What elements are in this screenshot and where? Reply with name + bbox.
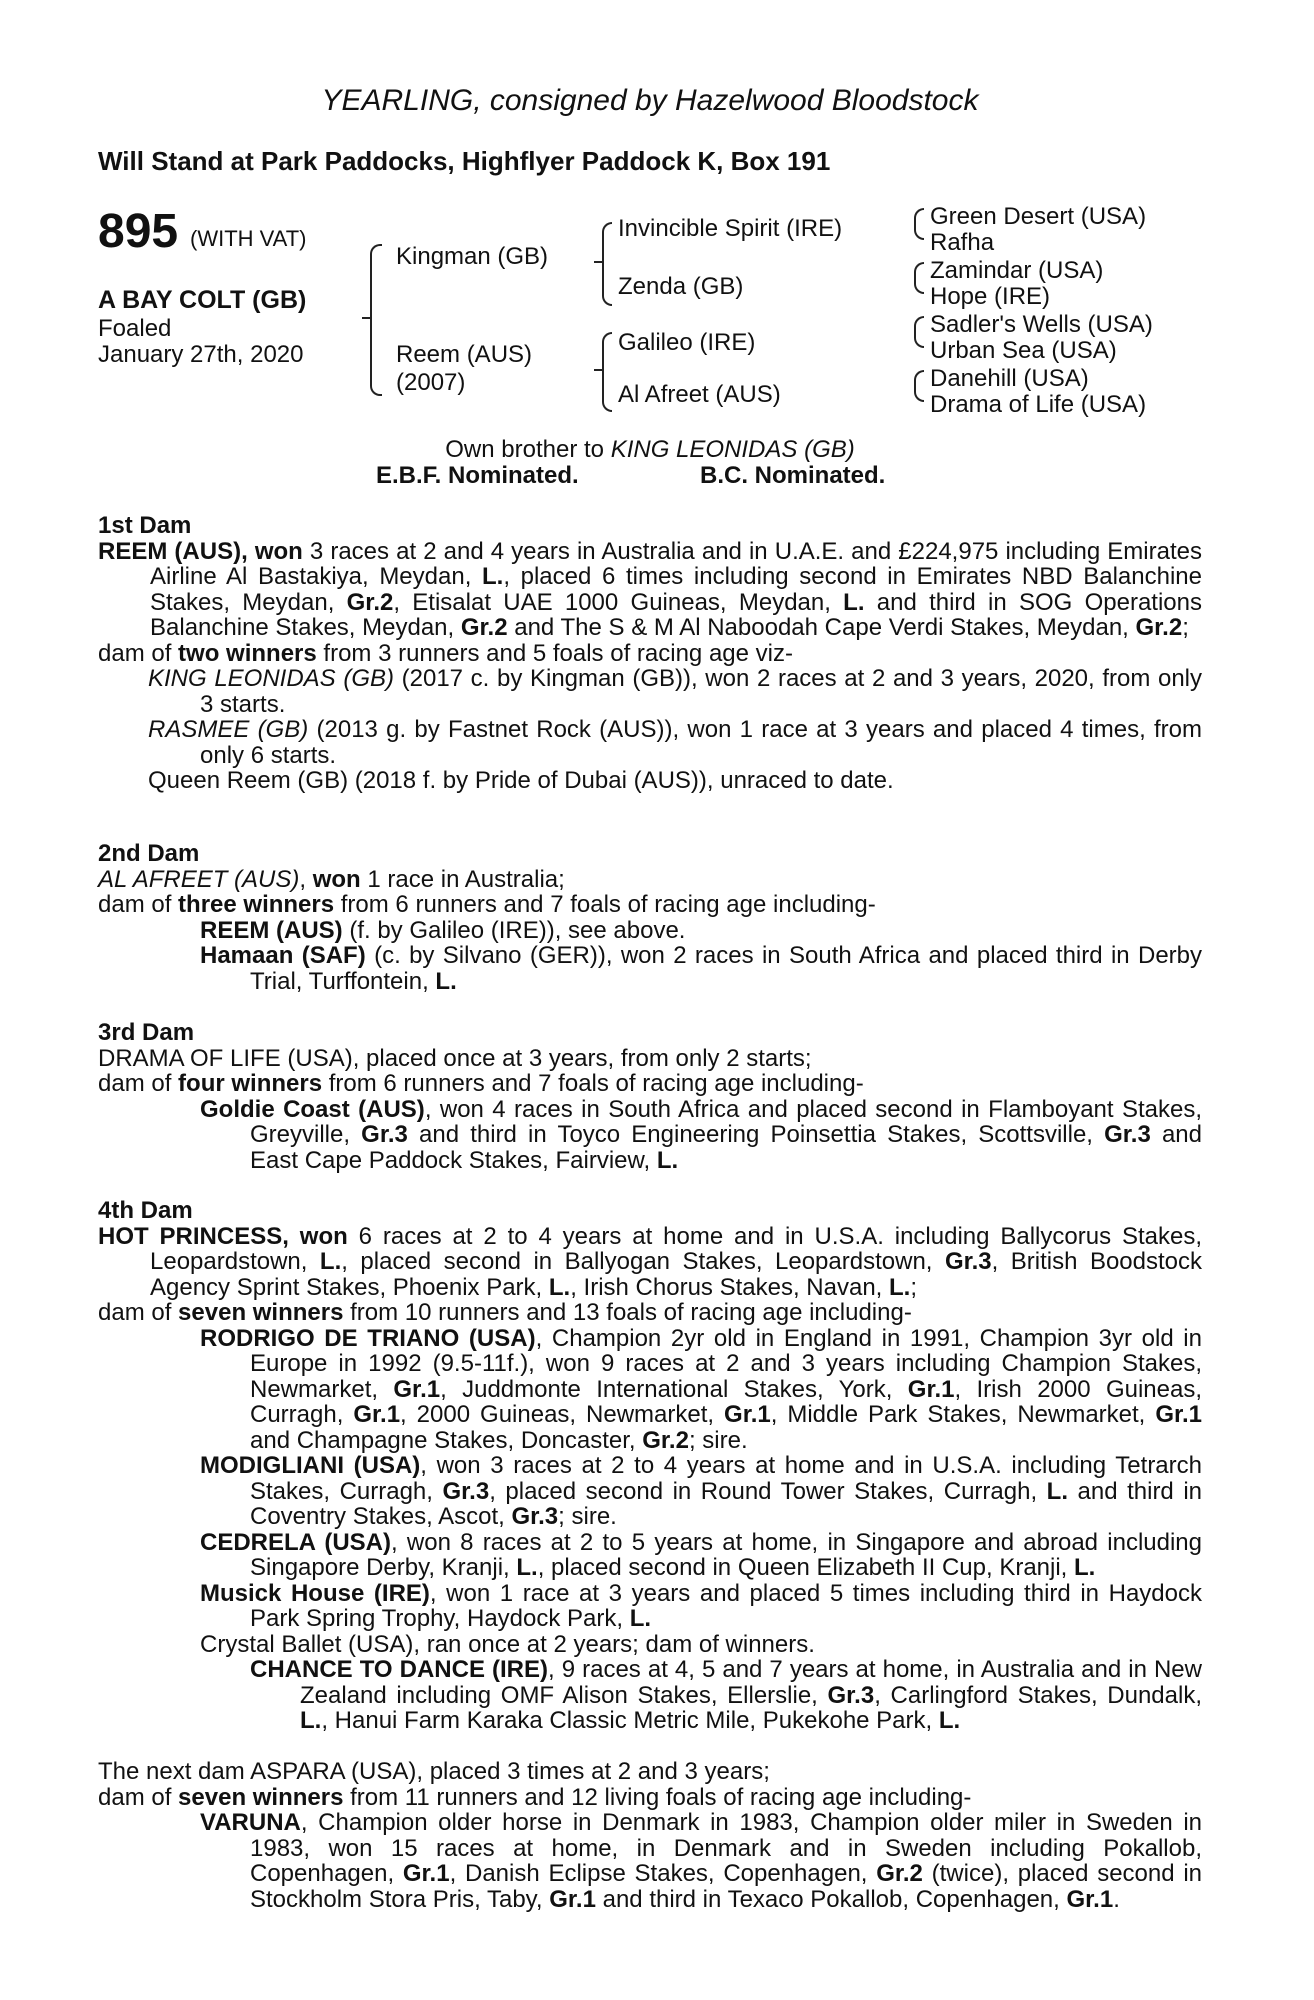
pedigree-gen2-4: Al Afreet (AUS) [618, 381, 781, 408]
pedigree-gen3-4: Hope (IRE) [930, 283, 1051, 310]
group-mark: Gr.3 [361, 1121, 408, 1148]
winners-count: four winners [178, 1070, 323, 1097]
pedigree-gen3-6: Urban Sea (USA) [930, 337, 1117, 364]
winners-count: two winners [178, 639, 317, 667]
pedigree-brace-3b [914, 262, 924, 294]
pedigree-brace-1-point [362, 317, 372, 319]
produce-name: RODRIGO DE TRIANO (USA) [200, 1324, 536, 1352]
group-mark: Gr.2 [876, 1860, 923, 1887]
produce-entry [98, 717, 1202, 768]
pedigree-gen3-1: Green Desert (USA) [930, 203, 1147, 230]
produce-entry [98, 1581, 1202, 1632]
winners-count: three winners [178, 891, 335, 918]
own-brother-note [0, 437, 1300, 463]
produce-text: , Irish 2000 Guineas, Curragh, [250, 1375, 1202, 1428]
group-mark: Gr.1 [549, 1885, 596, 1913]
produce-text: from 6 runners and 7 foals of racing age including- [322, 1070, 864, 1097]
next-dam-section [98, 1759, 1202, 1912]
second-dam-name: AL AFREET (AUS) [98, 865, 300, 893]
produce-text: , Hanui Farm Karaka Classic Metric Mile, Pukekohe Park, [321, 1707, 939, 1734]
group-mark: Gr.1 [402, 1860, 450, 1887]
group-mark: Gr.2 [346, 588, 394, 616]
fourth-dam-produce-summary [98, 1300, 1202, 1326]
pedigree-gen3-2: Rafha [930, 229, 995, 256]
listed-mark: L. [516, 1554, 538, 1581]
record-text: and third in SOG Operations Balanchine Stakes, Meydan, [150, 588, 1202, 641]
foaled-date: January 27th, 2020 [98, 341, 304, 368]
record-text: 3 races at 2 and 4 years in Australia and in U.A.E. and £224,975 including Emirates Airline Al Bastakiya, Meydan, [150, 537, 1202, 590]
record-text: , Etisalat UAE 1000 Guineas, Meydan, [393, 588, 844, 616]
produce-text: (twice), placed second in Stockholm Stora Pris, Taby, [250, 1860, 1203, 1913]
dam-year: (2007) [396, 369, 466, 396]
produce-text: from 11 runners and 12 living foals of racing age including- [343, 1783, 972, 1811]
pedigree-brace-2b-point [594, 369, 604, 371]
lot-description: A BAY COLT (GB) [98, 286, 307, 314]
dam-of-label: dam of [98, 1299, 179, 1326]
pedigree-gen3-8: Drama of Life (USA) [930, 391, 1147, 418]
group-mark: Gr.1 [393, 1375, 441, 1403]
group-mark: Gr.1 [1066, 1885, 1114, 1913]
produce-text: and third in Toyco Engineering Poinsettia Stakes, Scottsville, [407, 1121, 1105, 1148]
produce-text: ; sire. [558, 1503, 617, 1530]
first-dam-section [98, 513, 1202, 794]
winners-count: seven winners [178, 1299, 344, 1326]
produce-text: , won 3 races at 2 to 4 years at home and in U.S.A. including Tetrarch Stakes, Curragh, [250, 1452, 1202, 1505]
produce-text: from 6 runners and 7 foals of racing age including- [334, 891, 876, 918]
produce-entry [98, 666, 1202, 717]
fourth-dam-record: HOT PRINCESS, won 6 races at 2 to 4 years at home and in U.S.A. including Ballycorus Stakes, Leopardstown, L., placed second in Ballyogan Stakes, Leopardstown, Gr.3, British Boodstock Agency Sprint Stakes, Phoenix Park, L., Irish Chorus Stakes, Navan, L.; [98, 1222, 1203, 1301]
third-dam-section [98, 1020, 1202, 1173]
produce-text: , won 8 races at 2 to 5 years at home, in Singapore and abroad including Singapore Derby, Kranji, [250, 1528, 1202, 1581]
produce-entry [98, 1657, 1202, 1734]
own-brother-name: KING LEONIDAS (GB) [610, 436, 855, 463]
record-text: 1 race in Australia; [360, 865, 565, 893]
listed-mark: L. [1074, 1554, 1096, 1581]
record-text: , British Boodstock Agency Sprint Stakes, Phoenix Park, [150, 1248, 1203, 1301]
second-dam-produce-summary [98, 892, 1202, 918]
produce-name: KING LEONIDAS (GB) [148, 665, 394, 692]
second-dam-section [98, 841, 1202, 994]
third-dam-heading: 3rd Dam [98, 1019, 195, 1046]
pedigree-brace-3d [914, 370, 924, 402]
produce-text: , won 1 race at 3 years and placed 5 times including third in Haydock Park Spring Trophy, Haydock Park, [250, 1579, 1202, 1632]
produce-text: (2017 c. by Kingman (GB)), won 2 races at 2 and 3 years, 2020, from only 3 starts. [200, 665, 1202, 718]
produce-text: and Champagne Stakes, Doncaster, [250, 1426, 643, 1454]
produce-text: and third in Coventry Stakes, Ascot, [250, 1477, 1202, 1530]
pedigree-brace-3c [914, 316, 924, 348]
produce-entry [98, 918, 1202, 944]
produce-entry [98, 1326, 1202, 1454]
group-mark: Gr.2 [1135, 614, 1183, 641]
group-mark: Gr.3 [1104, 1121, 1151, 1148]
next-dam-produce-summary [98, 1785, 1202, 1811]
record-text: ; [910, 1273, 917, 1301]
pedigree-brace-1 [370, 244, 382, 396]
produce-entry [98, 943, 1202, 994]
dam-of-label: dam of [98, 891, 179, 918]
produce-text: , won 4 races in South Africa and placed second in Flamboyant Stakes, Greyville, [250, 1095, 1203, 1148]
record-text: , Irish Chorus Stakes, Navan, [570, 1273, 889, 1301]
produce-text: , Champion 2yr old in England in 1991, Champion 3yr old in Europe in 1992 (9.5-11f.), won 9 races at 2 and 3 years including Champion Stakes, Newmarket, [250, 1324, 1202, 1403]
group-mark: Gr.3 [944, 1248, 992, 1275]
produce-name: VARUNA [200, 1809, 301, 1836]
fourth-dam-name: HOT PRINCESS [98, 1222, 283, 1250]
produce-text: from 10 runners and 13 foals of racing age including- [343, 1299, 912, 1326]
produce-entry [98, 1530, 1202, 1581]
produce-text: , Juddmonte International Stakes, York, [440, 1375, 908, 1403]
record-text: , placed 6 times including second in Emirates NBD Balanchine Stakes, Meydan, [150, 563, 1202, 616]
group-mark: Gr.3 [511, 1503, 559, 1530]
group-mark: Gr.3 [827, 1681, 875, 1709]
first-dam-record: REEM (AUS), won 3 races at 2 and 4 years in Australia and in U.A.E. and £224,975 including Emirates Airline Al Bastakiya, Meydan, L., placed 6 times including second in Emirates NBD Balanchine Stakes, Meydan, Gr.2, Etisalat UAE 1000 Guineas, Meydan, L. and third in SOG Operations Balanchine Stakes, Meydan, Gr.2 and The S & M Al Naboodah Cape Verdi Stakes, Meydan, Gr.2; [98, 537, 1202, 641]
produce-name: RASMEE (GB) [148, 716, 309, 743]
listed-mark: L. [548, 1273, 571, 1301]
produce-name: Goldie Coast (AUS) [200, 1095, 425, 1123]
group-mark: Gr.1 [1155, 1401, 1203, 1428]
won-label: won [254, 537, 303, 565]
record-text: , placed second in Ballyogan Stakes, Leopardstown, [341, 1248, 945, 1275]
pedigree-brace-2a [602, 222, 612, 306]
fourth-dam-heading: 4th Dam [98, 1197, 193, 1224]
pedigree-gen2-1: Invincible Spirit (IRE) [618, 215, 843, 242]
produce-entry: Queen Reem (GB) (2018 f. by Pride of Dubai (AUS)), unraced to date. [148, 767, 894, 794]
pedigree-brace-2a-point [594, 261, 604, 263]
produce-text: (2013 g. by Fastnet Rock (AUS)), won 1 race at 3 years and placed 4 times, from only 6 starts. [200, 716, 1203, 769]
produce-text: (f. by Galileo (IRE)), see above. [342, 916, 686, 944]
record-text: and The S & M Al Naboodah Cape Verdi Stakes, Meydan, [507, 614, 1136, 641]
fourth-dam-section [98, 1198, 1202, 1734]
second-dam-heading: 2nd Dam [98, 840, 200, 867]
listed-mark: L. [300, 1707, 322, 1734]
produce-name: Musick House (IRE) [200, 1579, 430, 1607]
produce-entry [98, 1097, 1202, 1174]
ebf-nomination: E.B.F. Nominated. [376, 462, 579, 489]
pedigree-brace-3a [914, 208, 924, 240]
third-dam-produce-summary [98, 1071, 1202, 1097]
first-dam-name: REEM (AUS) [98, 537, 242, 565]
foaled-label: Foaled [98, 315, 172, 342]
dam-of-label: dam of [98, 1783, 179, 1811]
record-text: 6 races at 2 to 4 years at home and in U.S.A. including Ballycorus Stakes, Leopardstown, [150, 1222, 1202, 1275]
listed-mark: L. [482, 563, 504, 590]
produce-text: , 2000 Guineas, Newmarket, [400, 1401, 725, 1428]
pedigree-gen2-2: Zenda (GB) [618, 273, 744, 300]
produce-text: ; sire. [688, 1426, 748, 1454]
first-dam-produce-summary [98, 641, 1202, 667]
produce-text: , Carlingford Stakes, Dundalk, [874, 1681, 1202, 1709]
produce-text: and third in Texaco Pokallob, Copenhagen, [595, 1885, 1067, 1913]
produce-text: and East Cape Paddock Stakes, Fairview, [250, 1121, 1203, 1174]
listed-mark: L. [656, 1146, 679, 1174]
produce-name: REEM (AUS) [200, 916, 343, 944]
won-label: won [312, 865, 361, 893]
dam-of-label: dam of [98, 1070, 179, 1097]
produce-name: CEDRELA (USA) [200, 1528, 392, 1556]
produce-entry [98, 1453, 1202, 1530]
record-text: ; [1182, 614, 1189, 641]
pedigree-gen3-7: Danehill (USA) [930, 365, 1089, 392]
listed-mark: L. [1046, 1477, 1068, 1505]
won-label: won [299, 1222, 348, 1250]
lot-number: 895 [98, 205, 179, 258]
dam-name: Reem (AUS) [396, 341, 533, 368]
produce-name: CHANCE TO DANCE (IRE) [250, 1656, 549, 1683]
vat-note: (WITH VAT) [190, 226, 307, 251]
group-mark: Gr.2 [642, 1426, 689, 1454]
listed-mark: L. [889, 1273, 911, 1301]
third-dam-record: DRAMA OF LIFE (USA), placed once at 3 years, from only 2 starts; [98, 1044, 812, 1072]
bc-nomination: B.C. Nominated. [700, 462, 886, 489]
group-mark: Gr.1 [353, 1401, 401, 1428]
listed-mark: L. [629, 1605, 652, 1632]
pedigree-gen3-5: Sadler's Wells (USA) [930, 311, 1153, 338]
produce-text: , placed second in Round Tower Stakes, Curragh, [489, 1477, 1047, 1505]
pedigree-gen2-3: Galileo (IRE) [618, 329, 756, 356]
group-mark: Gr.1 [724, 1401, 771, 1428]
produce-text: , Middle Park Stakes, Newmarket, [770, 1401, 1156, 1428]
group-mark: Gr.1 [907, 1375, 955, 1403]
produce-text: . [1113, 1885, 1120, 1913]
group-mark: Gr.2 [460, 614, 508, 641]
listed-mark: L. [435, 967, 457, 995]
page-title: YEARLING, consigned by Hazelwood Bloodstock [321, 84, 979, 117]
produce-entry: Crystal Ballet (USA), ran once at 2 years; dam of winners. [200, 1630, 815, 1658]
produce-text: , 9 races at 4, 5 and 7 years at home, in Australia and in New Zealand including OMF Alison Stakes, Ellerslie, [300, 1656, 1202, 1709]
pedigree-brace-2b [602, 332, 612, 412]
produce-entry [98, 1810, 1202, 1912]
produce-text: , placed second in Queen Elizabeth II Cup, Kranji, [537, 1554, 1075, 1581]
group-mark: Gr.3 [442, 1477, 490, 1505]
listed-mark: L. [319, 1248, 342, 1275]
first-dam-heading: 1st Dam [98, 512, 192, 539]
winners-count: seven winners [178, 1783, 344, 1811]
stand-location: Will Stand at Park Paddocks, Highflyer Paddock K, Box 191 [98, 146, 831, 176]
second-dam-record: AL AFREET (AUS), won 1 race in Australia; [98, 865, 565, 893]
next-dam-record: The next dam ASPARA (USA), placed 3 times at 2 and 3 years; [98, 1758, 770, 1785]
produce-text: (c. by Silvano (GER)), won 2 races in South Africa and placed third in Derby Trial, Turffontein, [250, 942, 1203, 995]
produce-name: Hamaan (SAF) [200, 942, 366, 969]
produce-text: , Champion older horse in Denmark in 1983, Champion older miler in Sweden in 1983, won 15 races at home, in Denmark and in Sweden including Pokallob, Copenhagen, [250, 1809, 1202, 1887]
listed-mark: L. [843, 588, 865, 616]
produce-text: , Danish Eclipse Stakes, Copenhagen, [449, 1860, 877, 1887]
dam-of-label: dam of [98, 639, 179, 667]
produce-text: from 3 runners and 5 foals of racing age viz- [316, 639, 793, 667]
pedigree-gen3-3: Zamindar (USA) [930, 257, 1104, 284]
own-brother-prefix: Own brother to [445, 436, 611, 463]
listed-mark: L. [938, 1707, 961, 1734]
produce-name: MODIGLIANI (USA) [200, 1452, 421, 1479]
sire-name: Kingman (GB) [396, 243, 549, 270]
